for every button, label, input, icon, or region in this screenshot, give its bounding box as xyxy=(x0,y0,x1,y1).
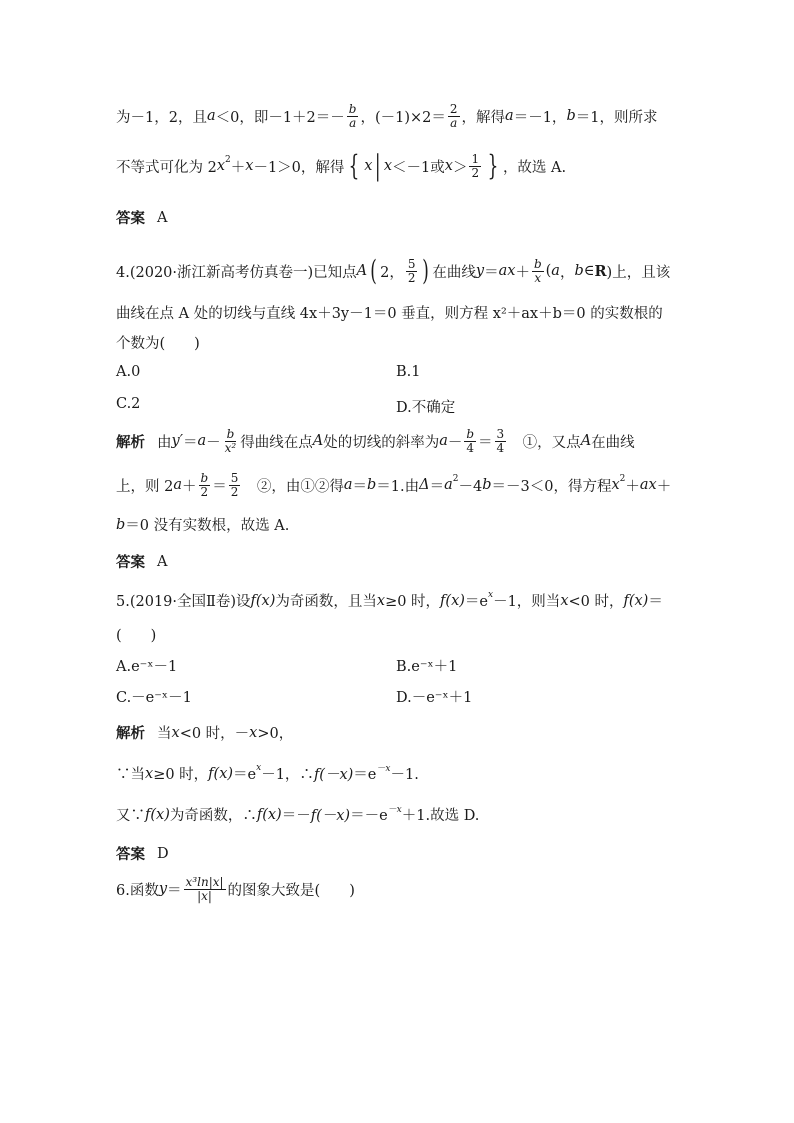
text: 当 xyxy=(157,726,172,742)
var-a: a xyxy=(439,433,448,450)
fraction-5-over-2: $\frac{5}{2}$ xyxy=(407,256,416,285)
var-x: x xyxy=(145,765,154,782)
set-condition: ＜－1或 xyxy=(392,159,445,176)
text: ＝ xyxy=(429,478,445,495)
question-text: 6.函数 xyxy=(116,882,159,899)
text: 为奇函数，∴ xyxy=(169,808,257,824)
question-6-line-1 xyxy=(116,876,355,902)
set-var: x xyxy=(383,158,393,174)
question-4-line-3: 个数为( ) xyxy=(116,336,200,352)
point-a: A xyxy=(580,433,592,450)
question-5-line-2: ( ) xyxy=(116,628,157,644)
element-of: ∈ xyxy=(583,263,595,279)
option-b: B.e⁻ˣ＋1 xyxy=(396,659,458,675)
exponent: 2 xyxy=(619,474,626,485)
text: ≥0 时， xyxy=(153,767,209,783)
text: ＝ xyxy=(478,434,493,451)
equals: ＝ xyxy=(167,882,182,899)
paren: ( xyxy=(545,263,552,279)
point-a: A xyxy=(312,433,324,450)
left-paren: ( xyxy=(370,254,377,287)
var-x: x xyxy=(560,592,569,609)
var-x: x xyxy=(171,724,180,741)
text: ＝ xyxy=(182,434,198,451)
text: ＝－e xyxy=(350,808,388,824)
question-text: 5.(2019·全国Ⅱ卷)设 xyxy=(116,594,251,610)
solution-label: 解析 xyxy=(116,726,145,742)
option-d: D.不确定 xyxy=(396,400,456,416)
question-text: ＝ xyxy=(648,594,663,610)
text: 上，则 2 xyxy=(116,478,174,495)
text: ＋ xyxy=(230,159,246,176)
solution-5-line-3 xyxy=(116,804,479,825)
term-ax: ax xyxy=(498,263,516,279)
point-coord: 2， xyxy=(380,264,404,281)
text: ＝e xyxy=(233,767,257,783)
option-c: C.－e⁻ˣ－1 xyxy=(116,690,192,706)
text: >0， xyxy=(257,726,294,742)
text: －1＞0，解得 xyxy=(253,159,345,176)
text: ＝－3＜0，得方程 xyxy=(491,478,612,495)
text: 不等式可化为 2 xyxy=(116,159,217,176)
var-a: a xyxy=(551,263,560,279)
option-a: A.0 xyxy=(116,364,141,380)
option-a: A.e⁻ˣ－1 xyxy=(116,659,178,675)
exponent: x xyxy=(488,589,494,600)
function-f: f(x) xyxy=(623,592,649,609)
solution-4-line-3 xyxy=(116,514,289,535)
option-b: B.1 xyxy=(396,364,421,380)
fraction-b-over-x: $\frac{b}{x}$ xyxy=(533,256,542,285)
text: 由 xyxy=(157,434,172,451)
question-5-line-1 xyxy=(116,590,663,611)
real-set: R xyxy=(594,262,607,280)
text: ＋ xyxy=(656,478,672,495)
set-condition: ＞ xyxy=(452,159,468,176)
text: ＝1，则所求 xyxy=(575,109,658,126)
var-x: x xyxy=(216,158,226,174)
var-a: a xyxy=(173,477,182,494)
answer-label: 答案 xyxy=(116,847,145,863)
var-a: a xyxy=(197,433,207,450)
exponent: x xyxy=(256,762,262,773)
text: ＋ xyxy=(625,478,640,495)
fraction-b-over-a: $\frac{b}{a}$ xyxy=(348,102,357,130)
right-brace: } xyxy=(487,149,499,182)
question-text: －1，则当 xyxy=(493,594,561,610)
question-text: <0 时， xyxy=(568,594,624,610)
text: ＋ xyxy=(182,478,197,495)
answer-label: 答案 xyxy=(116,211,145,227)
function-f: f(x) xyxy=(250,592,276,609)
fraction-b-over-2: $\frac{b}{2}$ xyxy=(200,471,209,499)
var-x: x xyxy=(245,158,254,174)
text: ＝－1， xyxy=(513,109,567,126)
question-text: 在曲线 xyxy=(432,264,476,281)
answer-value: A xyxy=(157,553,168,570)
exponent: 2 xyxy=(452,474,459,485)
delta: Δ xyxy=(419,477,430,494)
text: ②，由①②得 xyxy=(242,478,344,495)
fraction-1-over-2: $\frac{1}{2}$ xyxy=(471,151,480,180)
text: ＝ xyxy=(352,478,367,495)
text: ＋1.故选 D. xyxy=(401,808,480,824)
question-text: ＝e xyxy=(464,594,488,610)
text: 得曲线在点 xyxy=(240,434,313,451)
var-y: y xyxy=(158,881,168,898)
exponent: －x xyxy=(387,805,402,815)
set-var: x xyxy=(364,158,373,174)
text: 在曲线 xyxy=(591,434,635,451)
var-b: b xyxy=(566,108,576,125)
function-f: f(x) xyxy=(208,765,234,782)
point-a: A xyxy=(356,263,368,279)
var-a: a xyxy=(505,108,514,125)
solution-4-line-2 xyxy=(116,472,671,498)
fraction-b-over-x2: $\frac{b}{\text{x²}}$ xyxy=(224,427,237,455)
option-d: D.－e⁻ˣ＋1 xyxy=(396,690,473,706)
set-var: x xyxy=(444,158,453,174)
var-b: b xyxy=(574,263,584,279)
answer-block xyxy=(116,843,169,864)
var-b: b xyxy=(482,477,492,494)
text: － xyxy=(206,434,221,451)
var-x: x xyxy=(249,724,258,741)
derivative: y′ xyxy=(171,433,183,450)
var-a: a xyxy=(206,108,216,125)
text: <0 时，－ xyxy=(179,726,250,742)
function-f: f(－x) xyxy=(310,808,351,824)
solution-label: 解析 xyxy=(116,434,145,451)
equals: ＝ xyxy=(484,264,499,281)
text: ＜0，即－1＋2＝－ xyxy=(215,109,345,126)
right-paren: ) xyxy=(422,254,430,287)
text: 处的切线的斜率为 xyxy=(323,434,440,451)
exponent: 2 xyxy=(225,155,231,165)
solution-4-line-1 xyxy=(116,428,635,454)
var-a: a xyxy=(343,477,353,494)
solution-5-line-1 xyxy=(116,722,293,743)
term-ax: ax xyxy=(639,477,657,494)
exponent: －x xyxy=(376,764,391,774)
plus: ＋ xyxy=(515,264,530,281)
answer-value: D xyxy=(157,845,169,862)
text: ，(－1)×2＝ xyxy=(360,109,446,126)
solution-line-2 xyxy=(116,149,567,182)
question-text: ≥0 时， xyxy=(385,594,441,610)
var-x: x xyxy=(376,592,386,609)
question-text: 4.(2020·浙江新高考仿真卷一)已知点 xyxy=(116,264,357,281)
answer-block xyxy=(116,207,167,228)
fraction-b-over-4: $\frac{b}{4}$ xyxy=(466,427,475,455)
text: －4 xyxy=(458,478,483,495)
var-y: y xyxy=(475,263,485,279)
solution-5-line-2 xyxy=(116,763,419,784)
text: 为－1，2，且 xyxy=(116,109,207,126)
solution-line-1 xyxy=(116,103,657,129)
question-text: )上，且该 xyxy=(606,264,671,281)
var-x: x xyxy=(611,477,620,494)
set-bar: | xyxy=(375,149,381,182)
left-brace: { xyxy=(348,149,360,182)
text: ＝1.由 xyxy=(376,478,420,495)
text: ＝ xyxy=(212,478,227,495)
answer-value: A xyxy=(157,209,168,226)
text: ＝－ xyxy=(281,808,311,824)
question-text: 为奇函数，且当 xyxy=(275,594,377,610)
question-4-line-1 xyxy=(116,254,671,287)
function-f: f(x) xyxy=(145,806,170,823)
question-text: 的图象大致是( ) xyxy=(227,882,355,899)
text: ∵当 xyxy=(116,767,145,783)
text: ①，又点 xyxy=(508,434,581,451)
text: － xyxy=(447,434,463,451)
function-f: f(x) xyxy=(256,806,282,823)
text: ＝e xyxy=(353,767,377,783)
fraction-2-over-a: $\frac{2}{a}$ xyxy=(449,102,458,130)
answer-block xyxy=(116,551,167,572)
text: 又∵ xyxy=(116,808,145,824)
function-f: f(－x) xyxy=(313,767,354,783)
fraction-5-over-2: $\frac{5}{2}$ xyxy=(230,471,239,499)
var-b: b xyxy=(366,477,377,494)
text: ＝0 没有实数根，故选 A. xyxy=(125,518,290,534)
comma: ， xyxy=(559,264,575,281)
text: －1，∴ xyxy=(261,767,314,783)
function-f: f(x) xyxy=(440,592,465,609)
var-a: a xyxy=(444,477,453,494)
option-c: C.2 xyxy=(116,396,141,412)
answer-label: 答案 xyxy=(116,555,145,571)
text: －1. xyxy=(390,767,419,783)
fraction-function: $\frac{\text{x³ln|x|}}{|x|}$ xyxy=(185,875,224,903)
fraction-3-over-4: $\frac{3}{4}$ xyxy=(496,427,505,455)
var-b: b xyxy=(116,516,126,533)
question-4-line-2: 曲线在点 A 处的切线与直线 4x＋3y－1＝0 垂直，则方程 x²＋ax＋b＝0 的实数根的 xyxy=(116,306,663,322)
text: ，解得 xyxy=(461,109,506,126)
text: ，故选 A. xyxy=(502,159,567,176)
